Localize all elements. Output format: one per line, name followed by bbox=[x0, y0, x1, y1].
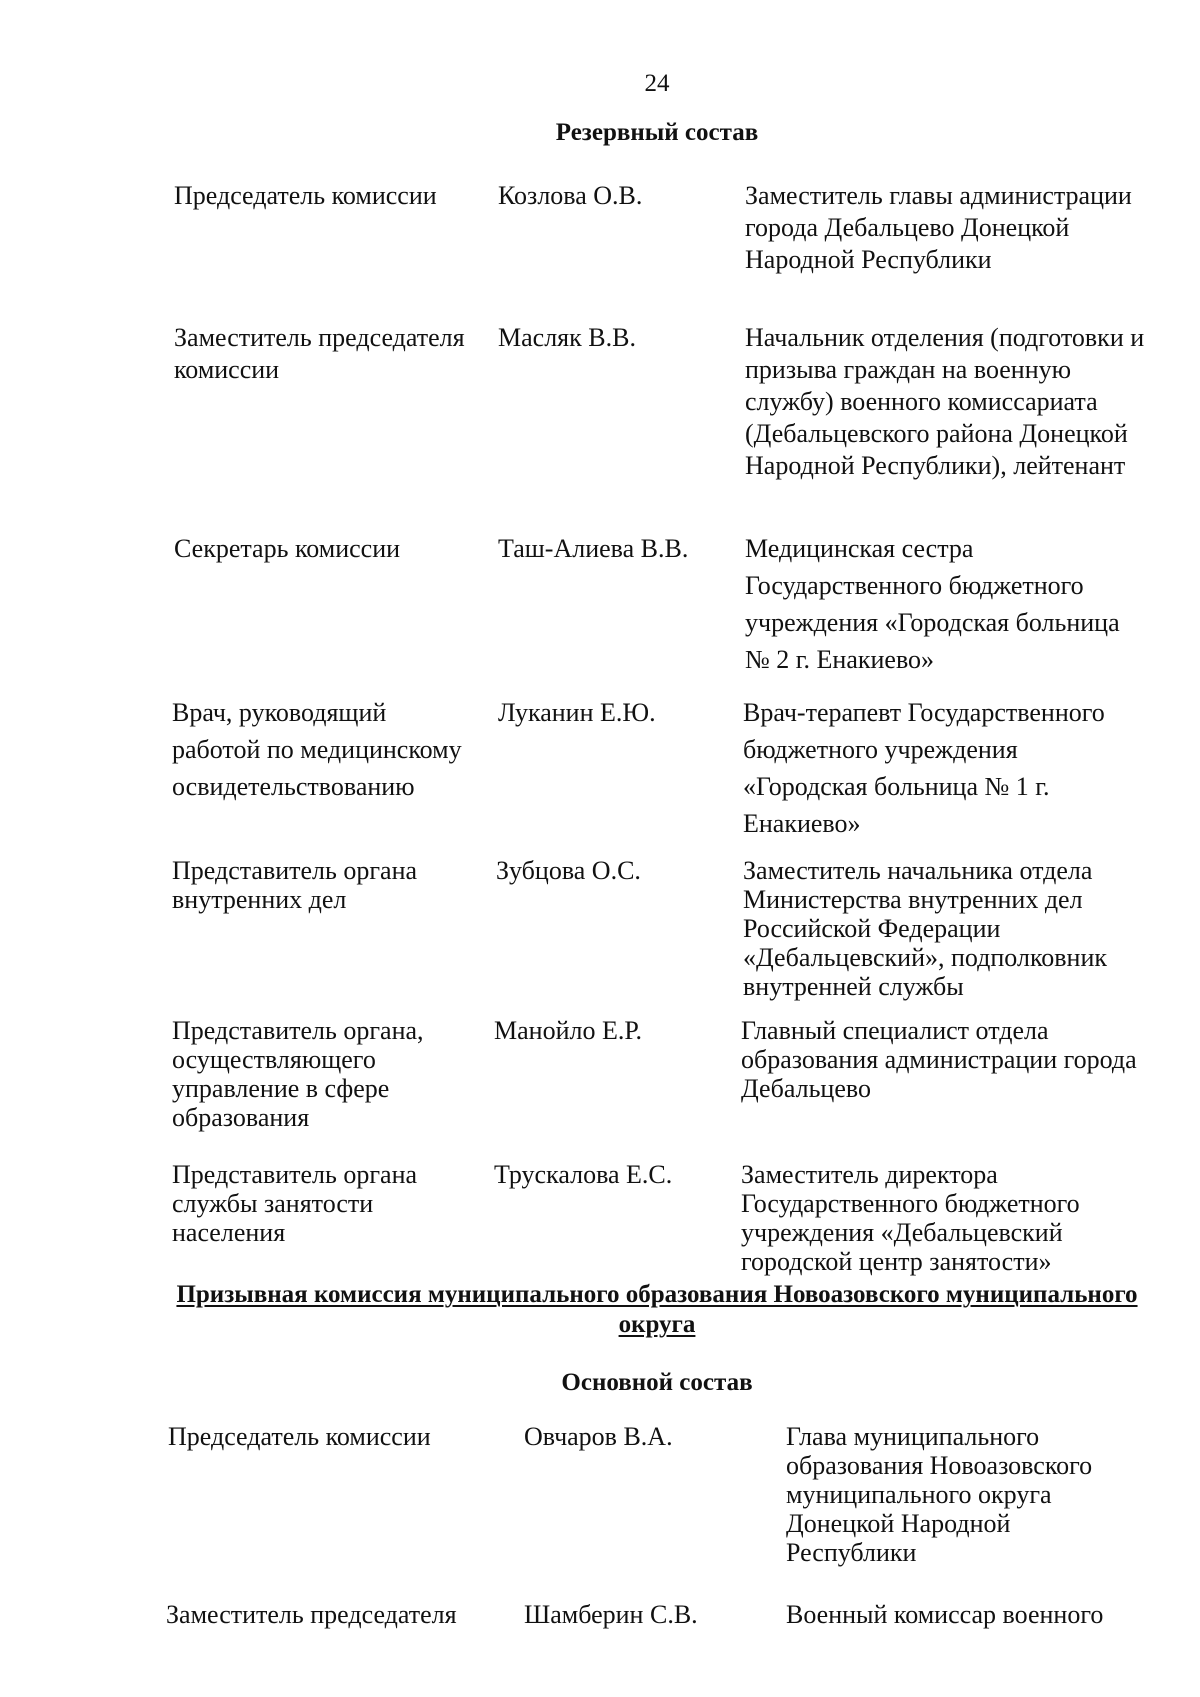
reserve-row-2-name: Масляк В.В. bbox=[498, 323, 636, 352]
main-row-2-desc: Военный комиссар военного bbox=[786, 1600, 1104, 1629]
main-row-2-name: Шамберин С.В. bbox=[524, 1600, 698, 1629]
reserve-row-5-desc: Заместитель начальника отдела Министерства внутренних дел Российской Федерации «Дебальцевский», подполковник внутренней службы bbox=[743, 856, 1107, 1001]
main-heading: Основной состав bbox=[561, 1369, 753, 1396]
reserve-row-7-name: Трускалова Е.С. bbox=[494, 1160, 673, 1189]
reserve-row-1-role: Председатель комиссии bbox=[174, 181, 437, 210]
reserve-row-4-desc: Врач-терапевт Государственного бюджетного учреждения «Городская больница № 1 г. Енакиево» bbox=[743, 698, 1105, 838]
main-row-1-role: Председатель комиссии bbox=[168, 1422, 431, 1451]
reserve-row-5-role: Представитель органа внутренних дел bbox=[172, 856, 418, 914]
reserve-heading: Резервный состав bbox=[555, 119, 759, 146]
reserve-row-4-role: Врач, руководящий работой по медицинскому освидетельствованию bbox=[172, 698, 462, 801]
reserve-row-3-role: Секретарь комиссии bbox=[174, 534, 401, 563]
reserve-row-2-role: Заместитель председателя комиссии bbox=[174, 323, 465, 384]
reserve-row-4-name: Луканин Е.Ю. bbox=[498, 698, 656, 727]
reserve-row-1-name: Козлова О.В. bbox=[498, 181, 643, 210]
main-row-2-role: Заместитель председателя bbox=[166, 1600, 457, 1629]
reserve-row-3-desc: Медицинская сестра Государственного бюджетного учреждения «Городская больница № 2 г. Енакиево» bbox=[745, 534, 1120, 674]
reserve-row-5-name: Зубцова О.С. bbox=[496, 856, 641, 885]
main-row-1-name: Овчаров В.А. bbox=[524, 1422, 673, 1451]
page-number: 24 bbox=[644, 70, 670, 97]
main-row-1-desc: Глава муниципального образования Новоазовского муниципального округа Донецкой Народной Республики bbox=[786, 1422, 1093, 1567]
reserve-row-6-role: Представитель органа, осуществляющего управление в сфере образования bbox=[172, 1016, 424, 1132]
reserve-row-7-role: Представитель органа службы занятости населения bbox=[172, 1160, 418, 1247]
reserve-row-6-desc: Главный специалист отдела образования администрации города Дебальцево bbox=[741, 1016, 1137, 1103]
reserve-row-2-desc: Начальник отделения (подготовки и призыва граждан на военную службу) военного комиссариата (Дебальцевского района Донецкой Народной Республики), лейтенант bbox=[745, 323, 1145, 480]
commission-title: Призывная комиссия муниципального образования Новоазовского муниципального округа bbox=[176, 1281, 1138, 1338]
reserve-row-1-desc: Заместитель главы администрации города Дебальцево Донецкой Народной Республики bbox=[745, 181, 1132, 274]
reserve-row-6-name: Манойло Е.Р. bbox=[494, 1016, 643, 1045]
reserve-row-3-name: Таш-Алиева В.В. bbox=[498, 534, 689, 563]
reserve-row-7-desc: Заместитель директора Государственного бюджетного учреждения «Дебальцевский городской центр занятости» bbox=[741, 1160, 1080, 1276]
